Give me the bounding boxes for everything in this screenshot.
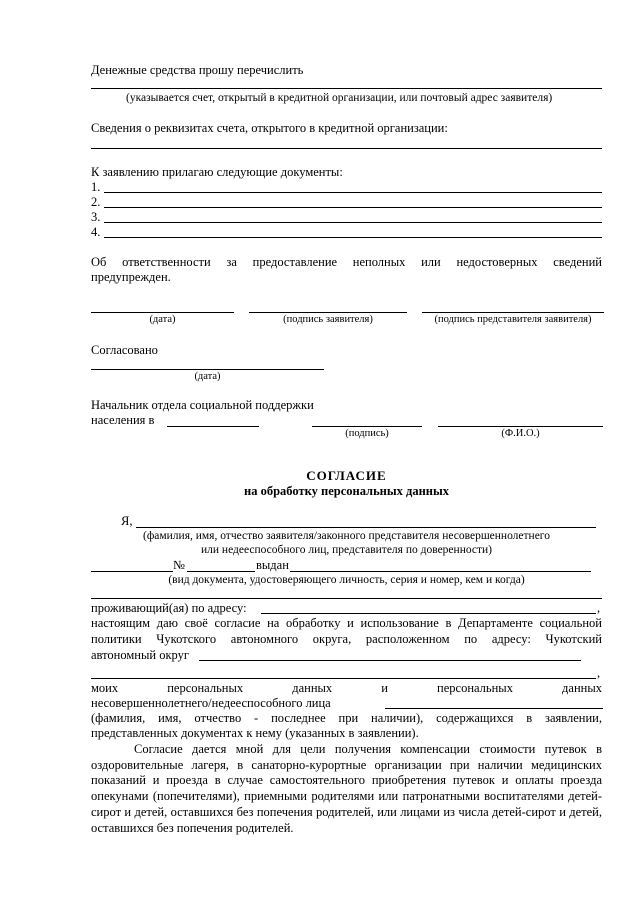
doc-issued-label: выдан [256, 558, 289, 572]
applicant-signature-caption: (подпись заявителя) [283, 314, 373, 325]
pre-address-line[interactable] [91, 598, 602, 599]
agreed-label: Согласовано [91, 343, 158, 357]
representative-signature-caption: (подпись представителя заявителя) [434, 314, 592, 325]
document-item-3-line[interactable] [104, 222, 602, 223]
address-line[interactable] [261, 613, 596, 614]
applicant-signature-line[interactable] [249, 312, 407, 313]
documents-label: К заявлению прилагаю следующие документы: [91, 165, 343, 179]
doc-number-label: № [173, 558, 185, 572]
fio-line-text: (фамилия, имя, отчество - последнее при наличии), содержащихся в заявлении, [91, 711, 602, 725]
agreed-date-line[interactable] [91, 369, 324, 370]
responsibility-line1: Об ответственности за предоставление неполных или недостоверных сведений [91, 255, 602, 269]
consent-subtitle: на обработку персональных данных [244, 484, 449, 498]
document-item-4-number: 4. [91, 225, 101, 239]
minor-label: несовершеннолетнего/недееспособного лица [91, 696, 331, 710]
head-fio-caption: (Ф.И.О.) [501, 428, 540, 439]
consent-text-line2: политики Чукотского автономного округа, расположенном по адресу: Чукотский [91, 632, 602, 646]
address-continuation-line[interactable] [91, 678, 596, 679]
head-signature-line[interactable] [312, 426, 422, 427]
representative-signature-line[interactable] [422, 312, 604, 313]
date-line[interactable] [91, 312, 234, 313]
docs-line-text: представленных документах к нему (указанных в заявлении). [91, 726, 419, 740]
doc-hint: (вид документа, удостоверяющего личность, серия и номер, кем и когда) [168, 574, 525, 586]
date-caption: (дата) [149, 314, 176, 325]
doc-issued-line[interactable] [290, 571, 591, 572]
head-signature-caption: (подпись) [345, 428, 389, 439]
address-continuation-comma: , [597, 666, 601, 680]
address-label: проживающий(ая) по адресу: [91, 601, 247, 615]
consent-text-line1: настоящим даю своё согласие на обработку и использование в Департаменте социальной [91, 616, 602, 630]
document-item-2-line[interactable] [104, 207, 602, 208]
document-item-1-number: 1. [91, 180, 101, 194]
consent-name-hint2: или недееспособного лиц, представителя по доверенности) [201, 544, 492, 556]
consent-name-hint1: (фамилия, имя, отчество заявителя/законного представителя несовершеннолетнего [142, 530, 550, 542]
document-item-3-number: 3. [91, 210, 101, 224]
head-fio-line[interactable] [438, 426, 603, 427]
mine-data-line: моих персональных данных и персональных данных [91, 681, 602, 695]
consent-text-line3: автономный округ [91, 648, 189, 662]
agreed-date-caption: (дата) [194, 371, 221, 382]
district-address-line[interactable] [199, 660, 581, 661]
responsibility-line2: предупрежден. [91, 270, 171, 284]
head-region-line[interactable] [167, 426, 259, 427]
minor-name-line[interactable] [385, 708, 603, 709]
consent-purpose-paragraph: Согласие дается мной для цели получения компенсации стоимости путевок в оздоровительные лагеря, в санаторно-курортные организации при наличии медицинских показаний и проезда в случае самостоятельного приобретения путевок и оплаты проезда опекунами (попечителями), приемными родителями или патронатными воспитателями детей-сирот и детей, оставшихся без попечения родителей, или лицами из числа детей-сирот и детей, оставшихся без попечения родителей. [91, 742, 602, 835]
document-item-1-line[interactable] [104, 192, 602, 193]
transfer-label: Денежные средства прошу перечислить [91, 63, 304, 77]
head-title-line2: населения в [91, 413, 155, 427]
transfer-field-line[interactable] [91, 88, 602, 89]
consent-title: СОГЛАСИЕ [306, 468, 387, 483]
consent-i-label: Я, [121, 514, 133, 528]
address-comma: , [597, 601, 601, 615]
doc-type-line[interactable] [91, 571, 173, 572]
consent-name-line[interactable] [136, 527, 596, 528]
account-field-line[interactable] [91, 148, 602, 149]
transfer-hint: (указывается счет, открытый в кредитной организации, или почтовый адрес заявителя) [126, 92, 553, 104]
head-title-line1: Начальник отдела социальной поддержки [91, 398, 314, 412]
document-item-4-line[interactable] [104, 237, 602, 238]
doc-number-line[interactable] [187, 571, 255, 572]
document-item-2-number: 2. [91, 195, 101, 209]
account-label: Сведения о реквизитах счета, открытого в кредитной организации: [91, 121, 448, 135]
